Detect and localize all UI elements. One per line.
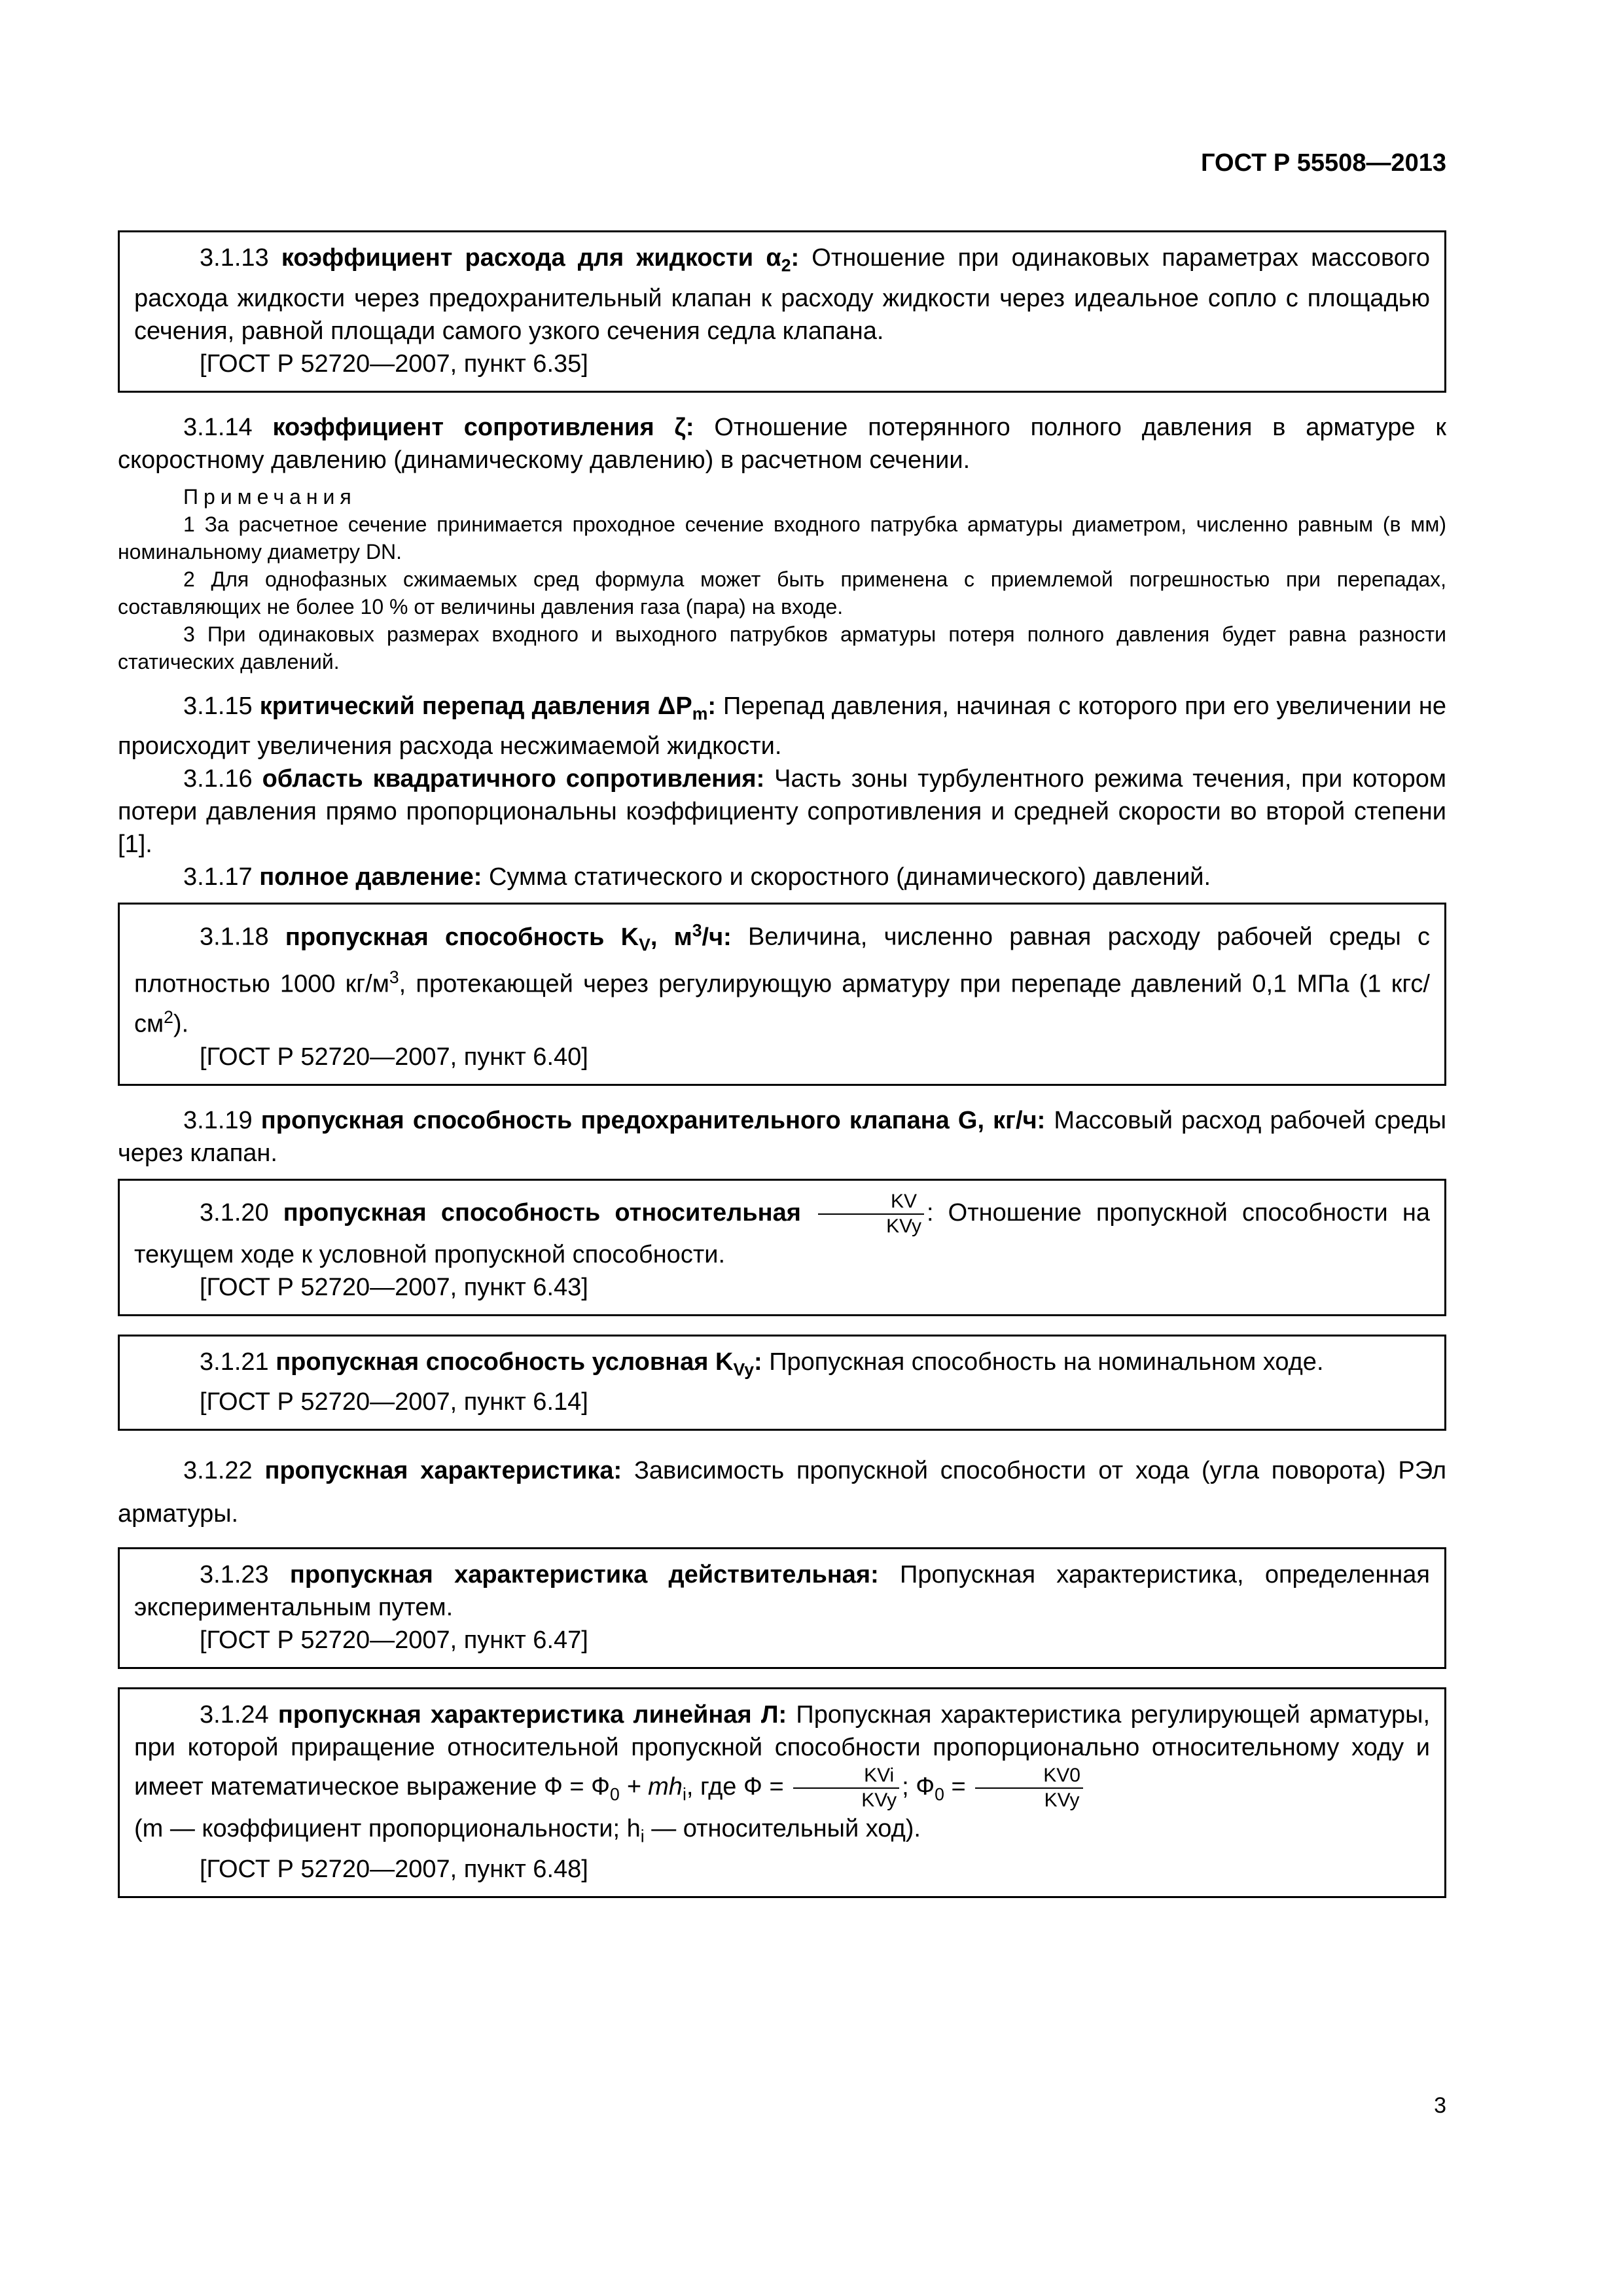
term-3117: полное давление: — [259, 863, 482, 891]
page-number: 3 — [1434, 2093, 1446, 2118]
definition-box-3123 — [118, 1547, 1446, 1669]
reference-3121: [ГОСТ Р 52720—2007, пункт 6.14] — [200, 1388, 588, 1416]
definition-3121: 3.1.21 пропускная способность условная $K_{Vy}$: Пропускная способность на номинальном ходе. — [200, 1348, 1324, 1380]
term-3120: пропускная способность относительная — [283, 1198, 801, 1227]
definition-3122: 3.1.22 пропускная характеристика: Зависимость пропускной способности от хода (угла поворота) РЭл арматуры. — [118, 1457, 1446, 1528]
reference-3120: [ГОСТ Р 52720—2007, пункт 6.43] — [200, 1273, 588, 1301]
term-3123: пропускная характеристика действительная: — [289, 1561, 879, 1589]
definition-3119: 3.1.19 пропускная способность предохранительного клапана G, кг/ч: Массовый расход рабочей среды через клапан. — [118, 1106, 1447, 1167]
definition-3123: 3.1.23 пропускная характеристика действительная: Пропускная характеристика, определенная экспериментальным путем. — [134, 1561, 1431, 1622]
definition-3114: 3.1.14 коэффициент сопротивления ζ: Отношение потерянного полного давления в арматуре к скоростному давлению (динамическому давлению) в расчетном сечении. — [118, 413, 1446, 474]
definition-box-3120 — [118, 1179, 1446, 1316]
note-2: 2 Для однофазных сжимаемых сред формула может быть применена с приемлемой погрешностью при перепадах, составляющих не более 10 % от величины давления газа (пара) на входе. — [118, 567, 1446, 619]
term-3115: критический перепад давления $\Delta P_m$: — [259, 692, 716, 724]
legend-3124: (m — коэффициент пропорциональности; $h_i$ — относительный ход). — [134, 1815, 921, 1846]
definition-box-3124 — [118, 1687, 1446, 1898]
definition-box-3121 — [118, 1335, 1446, 1431]
term-3114: коэффициент сопротивления ζ: — [272, 413, 694, 441]
definition-box-3118 — [118, 903, 1446, 1086]
document-header: ГОСТ Р 55508—2013 — [1201, 149, 1446, 177]
term-3116: область квадратичного сопротивления: — [262, 765, 765, 793]
fraction-kvi-kvy: $\frac{\text{KVi}}{\text{KVy}}$ — [793, 1764, 899, 1812]
term-3122: пропускная характеристика: — [264, 1457, 622, 1485]
reference-3118: [ГОСТ Р 52720—2007, пункт 6.40] — [200, 1043, 588, 1071]
note-3: 3 При одинаковых размерах входного и выходного патрубков арматуры потеря полного давления будет равна разности статических давлений. — [118, 622, 1446, 673]
term-3113: коэффициент расхода для жидкости $\alpha_2$: — [281, 244, 800, 276]
term-3118: пропускная способность $K_V$, $м^3/ч$: — [285, 920, 732, 955]
definition-3115: 3.1.15 критический перепад давления $\Delta P_m$: Перепад давления, начиная с которого при его увеличении не происходит увеличения расхода несжимаемой жидкости. — [118, 692, 1446, 761]
term-3121: пропускная способность условная $K_{Vy}$: — [276, 1348, 762, 1380]
definition-3117: 3.1.17 полное давление: Сумма статического и скоростного (динамического) давлений. — [183, 863, 1211, 891]
definition-3120: 3.1.20 пропускная способность относительная $\frac{KV}{\text{KVy}}$ : Отношение пропускной способности на текущем ходе к условной пропускной способности. — [134, 1190, 1430, 1268]
reference-3113: [ГОСТ Р 52720—2007, пункт 6.35] — [200, 350, 588, 378]
reference-3124: [ГОСТ Р 52720—2007, пункт 6.48] — [200, 1855, 588, 1883]
fraction-kv-kvy: $\frac{KV}{\text{KVy}}$ — [818, 1190, 924, 1238]
term-3124: пропускная характеристика линейная Л: — [277, 1701, 787, 1729]
fraction-kv0-kvy: $\frac{KV0}{\text{KVy}}$ — [975, 1764, 1083, 1812]
definition-box-3113 — [118, 230, 1446, 393]
note-1: 1 За расчетное сечение принимается проходное сечение входного патрубка арматуры диаметром, численно равным (в мм) номинальному диаметру DN. — [118, 512, 1446, 564]
notes-block — [118, 483, 1446, 675]
term-3119: пропускная способность предохранительного клапана G, кг/ч: — [260, 1106, 1046, 1134]
definition-3116: 3.1.16 область квадратичного сопротивления: Часть зоны турбулентного режима течения, при котором потери давления прямо пропорциональны коэффициенту сопротивления и средней скорости во второй степени [1]. — [118, 765, 1446, 859]
definition-3124: 3.1.24 пропускная характеристика линейная Л: Пропускная характеристика регулирующей арматуры, при которой приращение относительной пропускной способности пропорционально относительному ходу и имеет математическое выражение $Ф = Ф_0 + mh_i$, где Ф = $\frac{\text{KVi}}{\text{KVy}}$ ; $Ф_0$ = $\frac{KV0}{\text{KVy}}$ — [134, 1701, 1430, 1812]
reference-3123: [ГОСТ Р 52720—2007, пункт 6.47] — [200, 1626, 588, 1655]
definition-3118: 3.1.18 пропускная способность $K_V$, $м^3/ч$: Величина, численно равная расходу рабочей среды с плотностью 1000 $кг/м^3$, протекающей через регулирующую арматуру при перепаде давлений 0,1 МПа (1 кгс/$см^2$). — [134, 920, 1430, 1038]
definition-3113: 3.1.13 коэффициент расхода для жидкости $\alpha_2$: Отношение при одинаковых параметрах массового расхода жидкости через предохранительный клапан к расходу жидкости через идеальное сопло с площадью сечения, равной площади самого узкого сечения седла клапана. — [134, 244, 1430, 345]
document-body — [118, 230, 1446, 1916]
notes-title: Примечания — [183, 484, 357, 509]
